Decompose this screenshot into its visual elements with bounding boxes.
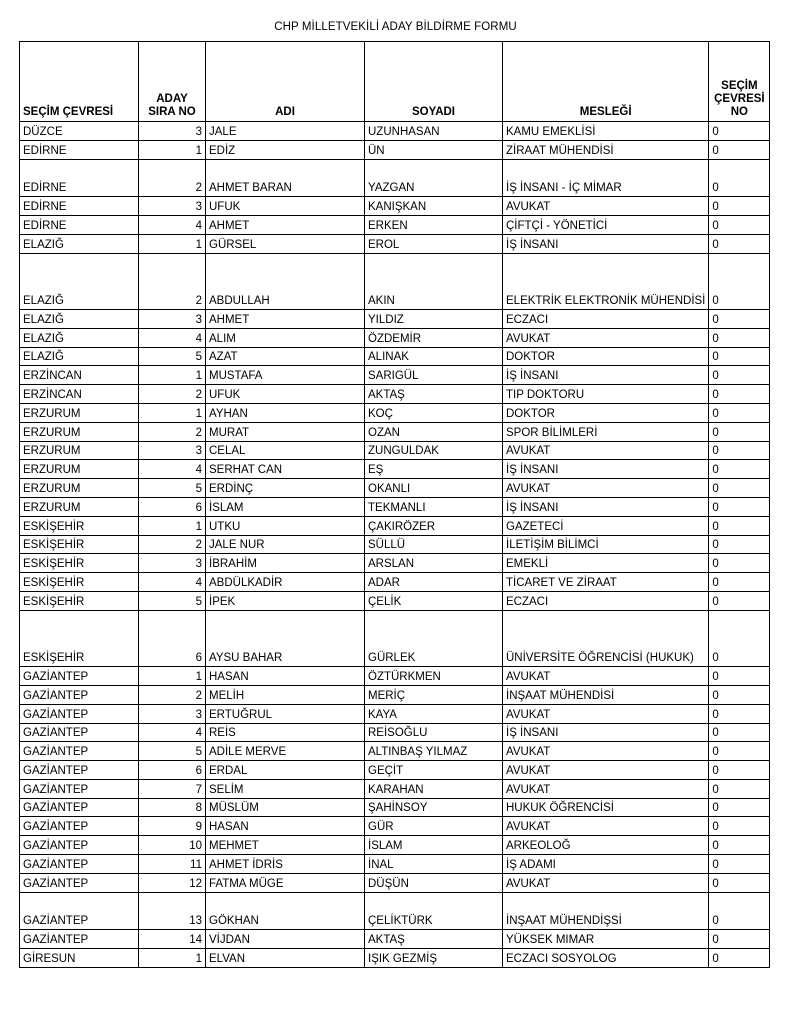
table-row	[20, 479, 770, 498]
row-soyadi: GEÇİT	[365, 761, 503, 780]
row-secim-cevresi: ERZURUM	[20, 479, 139, 498]
row-secim-cevresi-no: 0	[709, 215, 770, 234]
table-row	[20, 591, 770, 610]
row-aday-sira-no: 3	[139, 704, 206, 723]
row-adi: HASAN	[206, 817, 365, 836]
table-row	[20, 140, 770, 159]
row-secim-cevresi-no: 0	[709, 761, 770, 780]
row-meslegi: ZİRAAT MÜHENDİSİ	[503, 140, 709, 159]
row-soyadi: KAYA	[365, 704, 503, 723]
row-aday-sira-no: 13	[139, 892, 206, 930]
table-header-row	[20, 42, 770, 122]
row-secim-cevresi-no: 0	[709, 253, 770, 309]
row-secim-cevresi-no: 0	[709, 516, 770, 535]
table-row	[20, 667, 770, 686]
row-secim-cevresi-no: 0	[709, 779, 770, 798]
row-secim-cevresi-no: 0	[709, 573, 770, 592]
table-row	[20, 159, 770, 197]
row-meslegi: AVUKAT	[503, 761, 709, 780]
row-secim-cevresi: GAZİANTEP	[20, 723, 139, 742]
row-secim-cevresi: GAZİANTEP	[20, 930, 139, 949]
table-row	[20, 309, 770, 328]
row-secim-cevresi: GAZİANTEP	[20, 761, 139, 780]
row-secim-cevresi-no: 0	[709, 535, 770, 554]
row-aday-sira-no: 4	[139, 215, 206, 234]
row-secim-cevresi: ERZURUM	[20, 441, 139, 460]
candidate-table	[19, 41, 770, 968]
row-adi: ABDULLAH	[206, 253, 365, 309]
row-meslegi: ARKEOLOĞ	[503, 836, 709, 855]
row-secim-cevresi-no: 0	[709, 685, 770, 704]
row-meslegi: KAMU EMEKLİSİ	[503, 122, 709, 141]
row-meslegi: İŞ İNSANI	[503, 497, 709, 516]
table-row	[20, 422, 770, 441]
row-meslegi: AVUKAT	[503, 197, 709, 216]
row-secim-cevresi: ELAZIĞ	[20, 328, 139, 347]
row-secim-cevresi: ELAZIĞ	[20, 234, 139, 253]
row-aday-sira-no: 2	[139, 253, 206, 309]
row-secim-cevresi: GAZİANTEP	[20, 779, 139, 798]
row-secim-cevresi: GAZİANTEP	[20, 742, 139, 761]
row-adi: İSLAM	[206, 497, 365, 516]
row-secim-cevresi-no: 0	[709, 930, 770, 949]
row-adi: ELVAN	[206, 949, 365, 968]
row-soyadi: REİSOĞLU	[365, 723, 503, 742]
row-secim-cevresi-no: 0	[709, 873, 770, 892]
row-secim-cevresi: EDİRNE	[20, 197, 139, 216]
row-aday-sira-no: 4	[139, 460, 206, 479]
row-adi: MUSTAFA	[206, 366, 365, 385]
row-secim-cevresi: ESKİŞEHİR	[20, 516, 139, 535]
row-secim-cevresi-no: 0	[709, 610, 770, 666]
row-adi: GÖKHAN	[206, 892, 365, 930]
table-row	[20, 347, 770, 366]
row-secim-cevresi: GAZİANTEP	[20, 892, 139, 930]
header-soyadi: SOYADI	[365, 42, 503, 122]
row-adi: CELAL	[206, 441, 365, 460]
row-soyadi: GÜRLEK	[365, 610, 503, 666]
row-meslegi: ÇİFTÇİ - YÖNETİCİ	[503, 215, 709, 234]
table-row	[20, 554, 770, 573]
table-row	[20, 761, 770, 780]
row-adi: GÜRSEL	[206, 234, 365, 253]
row-aday-sira-no: 3	[139, 122, 206, 141]
row-secim-cevresi: ERZİNCAN	[20, 385, 139, 404]
row-secim-cevresi: ERZURUM	[20, 497, 139, 516]
row-aday-sira-no: 11	[139, 855, 206, 874]
row-soyadi: ÇELİKTÜRK	[365, 892, 503, 930]
row-secim-cevresi: ESKİŞEHİR	[20, 573, 139, 592]
row-secim-cevresi-no: 0	[709, 422, 770, 441]
table-row	[20, 855, 770, 874]
row-adi: ADİLE MERVE	[206, 742, 365, 761]
row-adi: İPEK	[206, 591, 365, 610]
row-aday-sira-no: 1	[139, 667, 206, 686]
table-row	[20, 403, 770, 422]
row-adi: UFUK	[206, 197, 365, 216]
row-secim-cevresi: GAZİANTEP	[20, 873, 139, 892]
row-secim-cevresi: ESKİŞEHİR	[20, 591, 139, 610]
row-soyadi: KOÇ	[365, 403, 503, 422]
row-soyadi: GÜR	[365, 817, 503, 836]
row-soyadi: SARIGÜL	[365, 366, 503, 385]
row-adi: ERTUĞRUL	[206, 704, 365, 723]
table-row	[20, 516, 770, 535]
row-soyadi: UZUNHASAN	[365, 122, 503, 141]
row-secim-cevresi-no: 0	[709, 949, 770, 968]
row-meslegi: İŞ İNSANI	[503, 723, 709, 742]
row-meslegi: SPOR BİLİMLERİ	[503, 422, 709, 441]
row-aday-sira-no: 5	[139, 742, 206, 761]
row-secim-cevresi: ERZURUM	[20, 403, 139, 422]
row-aday-sira-no: 5	[139, 479, 206, 498]
row-meslegi: AVUKAT	[503, 873, 709, 892]
row-secim-cevresi-no: 0	[709, 385, 770, 404]
form-title: CHP MİLLETVEKİLİ ADAY BİLDİRME FORMU	[274, 21, 517, 33]
row-aday-sira-no: 6	[139, 761, 206, 780]
row-soyadi: MERİÇ	[365, 685, 503, 704]
row-aday-sira-no: 4	[139, 573, 206, 592]
row-aday-sira-no: 2	[139, 535, 206, 554]
row-adi: ERDAL	[206, 761, 365, 780]
row-secim-cevresi: GAZİANTEP	[20, 704, 139, 723]
row-adi: AHMET BARAN	[206, 159, 365, 197]
row-secim-cevresi-no: 0	[709, 817, 770, 836]
table-row	[20, 930, 770, 949]
row-secim-cevresi: GAZİANTEP	[20, 685, 139, 704]
row-soyadi: ÇAKIRÖZER	[365, 516, 503, 535]
row-meslegi: İLETİŞİM BİLİMCİ	[503, 535, 709, 554]
row-soyadi: IŞIK GEZMİŞ	[365, 949, 503, 968]
row-aday-sira-no: 9	[139, 817, 206, 836]
row-adi: JALE NUR	[206, 535, 365, 554]
row-meslegi: GAZETECİ	[503, 516, 709, 535]
row-adi: ALIM	[206, 328, 365, 347]
row-meslegi: DOKTOR	[503, 403, 709, 422]
row-soyadi: ÖZTÜRKMEN	[365, 667, 503, 686]
row-adi: REİS	[206, 723, 365, 742]
row-secim-cevresi: ERZİNCAN	[20, 366, 139, 385]
row-soyadi: ÖZDEMİR	[365, 328, 503, 347]
row-adi: SELİM	[206, 779, 365, 798]
row-meslegi: HUKUK ÖĞRENCİSİ	[503, 798, 709, 817]
row-aday-sira-no: 1	[139, 234, 206, 253]
row-adi: İBRAHİM	[206, 554, 365, 573]
row-adi: UTKU	[206, 516, 365, 535]
row-secim-cevresi: GAZİANTEP	[20, 667, 139, 686]
row-soyadi: İNAL	[365, 855, 503, 874]
row-aday-sira-no: 8	[139, 798, 206, 817]
table-row	[20, 234, 770, 253]
row-meslegi: DOKTOR	[503, 347, 709, 366]
row-secim-cevresi-no: 0	[709, 197, 770, 216]
row-soyadi: ERKEN	[365, 215, 503, 234]
row-adi: AYSU BAHAR	[206, 610, 365, 666]
table-row	[20, 535, 770, 554]
header-secim-cevresi: SEÇİM ÇEVRESİ	[20, 42, 139, 122]
row-adi: AYHAN	[206, 403, 365, 422]
row-soyadi: İSLAM	[365, 836, 503, 855]
row-secim-cevresi-no: 0	[709, 347, 770, 366]
table-row	[20, 385, 770, 404]
row-aday-sira-no: 2	[139, 422, 206, 441]
row-meslegi: TİCARET VE ZİRAAT	[503, 573, 709, 592]
row-soyadi: EROL	[365, 234, 503, 253]
row-meslegi: İŞ İNSANI - İÇ MİMAR	[503, 159, 709, 197]
row-adi: AHMET İDRİS	[206, 855, 365, 874]
row-meslegi: AVUKAT	[503, 328, 709, 347]
table-row	[20, 704, 770, 723]
row-meslegi: ELEKTRİK ELEKTRONİK MÜHENDİSİ	[503, 253, 709, 309]
row-aday-sira-no: 1	[139, 516, 206, 535]
table-row	[20, 949, 770, 968]
row-meslegi: İNŞAAT MÜHENDİŞSİ	[503, 892, 709, 930]
table-row	[20, 685, 770, 704]
row-aday-sira-no: 7	[139, 779, 206, 798]
row-meslegi: ÜNİVERSİTE ÖĞRENCİSİ (HUKUK)	[503, 610, 709, 666]
table-row	[20, 610, 770, 666]
row-soyadi: ALINAK	[365, 347, 503, 366]
row-meslegi: TIP DOKTORU	[503, 385, 709, 404]
row-aday-sira-no: 4	[139, 723, 206, 742]
row-meslegi: İŞ ADAMI	[503, 855, 709, 874]
row-secim-cevresi: ELAZIĞ	[20, 309, 139, 328]
row-soyadi: ARSLAN	[365, 554, 503, 573]
row-aday-sira-no: 2	[139, 159, 206, 197]
row-aday-sira-no: 2	[139, 385, 206, 404]
row-aday-sira-no: 3	[139, 554, 206, 573]
row-meslegi: İŞ İNSANI	[503, 234, 709, 253]
row-aday-sira-no: 6	[139, 610, 206, 666]
table-row	[20, 798, 770, 817]
row-adi: EDİZ	[206, 140, 365, 159]
row-soyadi: KANIŞKAN	[365, 197, 503, 216]
row-secim-cevresi-no: 0	[709, 140, 770, 159]
row-adi: MELİH	[206, 685, 365, 704]
row-aday-sira-no: 3	[139, 197, 206, 216]
row-aday-sira-no: 4	[139, 328, 206, 347]
row-adi: AZAT	[206, 347, 365, 366]
row-adi: ABDÜLKADİR	[206, 573, 365, 592]
row-secim-cevresi: GAZİANTEP	[20, 817, 139, 836]
table-row	[20, 836, 770, 855]
row-meslegi: AVUKAT	[503, 441, 709, 460]
row-adi: HASAN	[206, 667, 365, 686]
table-row	[20, 892, 770, 930]
table-row	[20, 779, 770, 798]
row-secim-cevresi: GİRESUN	[20, 949, 139, 968]
row-adi: JALE	[206, 122, 365, 141]
header-adi: ADI	[206, 42, 365, 122]
row-secim-cevresi-no: 0	[709, 441, 770, 460]
row-adi: MURAT	[206, 422, 365, 441]
row-soyadi: KARAHAN	[365, 779, 503, 798]
row-secim-cevresi-no: 0	[709, 855, 770, 874]
row-aday-sira-no: 12	[139, 873, 206, 892]
row-secim-cevresi: DÜZCE	[20, 122, 139, 141]
row-secim-cevresi-no: 0	[709, 667, 770, 686]
row-secim-cevresi: ERZURUM	[20, 422, 139, 441]
row-meslegi: İŞ İNSANI	[503, 460, 709, 479]
table-row	[20, 366, 770, 385]
row-soyadi: OKANLI	[365, 479, 503, 498]
row-adi: MÜSLÜM	[206, 798, 365, 817]
row-aday-sira-no: 3	[139, 309, 206, 328]
header-meslegi: MESLEĞİ	[503, 42, 709, 122]
row-adi: MEHMET	[206, 836, 365, 855]
row-meslegi: ECZACI	[503, 309, 709, 328]
row-secim-cevresi: ELAZIĞ	[20, 253, 139, 309]
header-secim-cevresi-no: SEÇİM ÇEVRESİ NO	[709, 42, 770, 122]
table-row	[20, 328, 770, 347]
table-row	[20, 817, 770, 836]
row-aday-sira-no: 5	[139, 347, 206, 366]
row-adi: FATMA MÜGE	[206, 873, 365, 892]
row-secim-cevresi: EDİRNE	[20, 140, 139, 159]
row-meslegi: ECZACI	[503, 591, 709, 610]
table-row	[20, 873, 770, 892]
row-secim-cevresi: EDİRNE	[20, 159, 139, 197]
row-meslegi: İŞ İNSANI	[503, 366, 709, 385]
row-meslegi: EMEKLİ	[503, 554, 709, 573]
row-aday-sira-no: 1	[139, 403, 206, 422]
row-soyadi: SÜLLÜ	[365, 535, 503, 554]
row-meslegi: AVUKAT	[503, 742, 709, 761]
row-soyadi: ALTINBAŞ YILMAZ	[365, 742, 503, 761]
row-adi: AHMET	[206, 309, 365, 328]
row-soyadi: OZAN	[365, 422, 503, 441]
row-aday-sira-no: 10	[139, 836, 206, 855]
table-row	[20, 441, 770, 460]
row-adi: AHMET	[206, 215, 365, 234]
row-aday-sira-no: 1	[139, 366, 206, 385]
row-secim-cevresi-no: 0	[709, 798, 770, 817]
row-meslegi: AVUKAT	[503, 704, 709, 723]
row-aday-sira-no: 3	[139, 441, 206, 460]
row-meslegi: AVUKAT	[503, 667, 709, 686]
header-aday-sira-no: ADAY SIRA NO	[139, 42, 206, 122]
row-meslegi: ECZACI SOSYOLOG	[503, 949, 709, 968]
row-meslegi: AVUKAT	[503, 779, 709, 798]
row-secim-cevresi-no: 0	[709, 403, 770, 422]
row-adi: ERDİNÇ	[206, 479, 365, 498]
row-adi: SERHAT CAN	[206, 460, 365, 479]
row-soyadi: ADAR	[365, 573, 503, 592]
row-meslegi: İNŞAAT MÜHENDİSİ	[503, 685, 709, 704]
table-row	[20, 215, 770, 234]
row-meslegi: AVUKAT	[503, 479, 709, 498]
row-secim-cevresi-no: 0	[709, 591, 770, 610]
table-row	[20, 742, 770, 761]
row-meslegi: YÜKSEK MIMAR	[503, 930, 709, 949]
row-secim-cevresi-no: 0	[709, 479, 770, 498]
row-soyadi: YAZGAN	[365, 159, 503, 197]
row-secim-cevresi-no: 0	[709, 497, 770, 516]
row-soyadi: ÜN	[365, 140, 503, 159]
table-row	[20, 573, 770, 592]
row-secim-cevresi-no: 0	[709, 742, 770, 761]
row-adi: VİJDAN	[206, 930, 365, 949]
row-soyadi: ÇELİK	[365, 591, 503, 610]
row-secim-cevresi: ESKİŞEHİR	[20, 535, 139, 554]
row-aday-sira-no: 14	[139, 930, 206, 949]
row-secim-cevresi-no: 0	[709, 122, 770, 141]
row-secim-cevresi: ESKİŞEHİR	[20, 554, 139, 573]
row-secim-cevresi: ESKİŞEHİR	[20, 610, 139, 666]
table-row	[20, 723, 770, 742]
row-aday-sira-no: 1	[139, 140, 206, 159]
row-secim-cevresi-no: 0	[709, 836, 770, 855]
table-row	[20, 460, 770, 479]
row-soyadi: AKIN	[365, 253, 503, 309]
row-secim-cevresi-no: 0	[709, 366, 770, 385]
row-secim-cevresi-no: 0	[709, 309, 770, 328]
row-aday-sira-no: 6	[139, 497, 206, 516]
row-adi: UFUK	[206, 385, 365, 404]
row-aday-sira-no: 1	[139, 949, 206, 968]
row-soyadi: AKTAŞ	[365, 385, 503, 404]
row-secim-cevresi: GAZİANTEP	[20, 798, 139, 817]
table-row	[20, 197, 770, 216]
row-soyadi: DÜŞÜN	[365, 873, 503, 892]
row-soyadi: YILDIZ	[365, 309, 503, 328]
row-secim-cevresi-no: 0	[709, 328, 770, 347]
row-secim-cevresi: EDİRNE	[20, 215, 139, 234]
row-secim-cevresi: GAZİANTEP	[20, 855, 139, 874]
row-secim-cevresi: ERZURUM	[20, 460, 139, 479]
row-secim-cevresi-no: 0	[709, 460, 770, 479]
row-soyadi: AKTAŞ	[365, 930, 503, 949]
table-row	[20, 497, 770, 516]
row-secim-cevresi-no: 0	[709, 554, 770, 573]
row-meslegi: AVUKAT	[503, 817, 709, 836]
table-row	[20, 122, 770, 141]
row-secim-cevresi-no: 0	[709, 892, 770, 930]
row-aday-sira-no: 2	[139, 685, 206, 704]
row-aday-sira-no: 5	[139, 591, 206, 610]
row-secim-cevresi-no: 0	[709, 704, 770, 723]
row-secim-cevresi-no: 0	[709, 159, 770, 197]
row-secim-cevresi-no: 0	[709, 234, 770, 253]
table-row	[20, 253, 770, 309]
row-soyadi: ŞAHİNSOY	[365, 798, 503, 817]
row-secim-cevresi: ELAZIĞ	[20, 347, 139, 366]
row-soyadi: TEKMANLI	[365, 497, 503, 516]
row-soyadi: ZUNGULDAK	[365, 441, 503, 460]
row-secim-cevresi: GAZİANTEP	[20, 836, 139, 855]
row-soyadi: EŞ	[365, 460, 503, 479]
row-secim-cevresi-no: 0	[709, 723, 770, 742]
